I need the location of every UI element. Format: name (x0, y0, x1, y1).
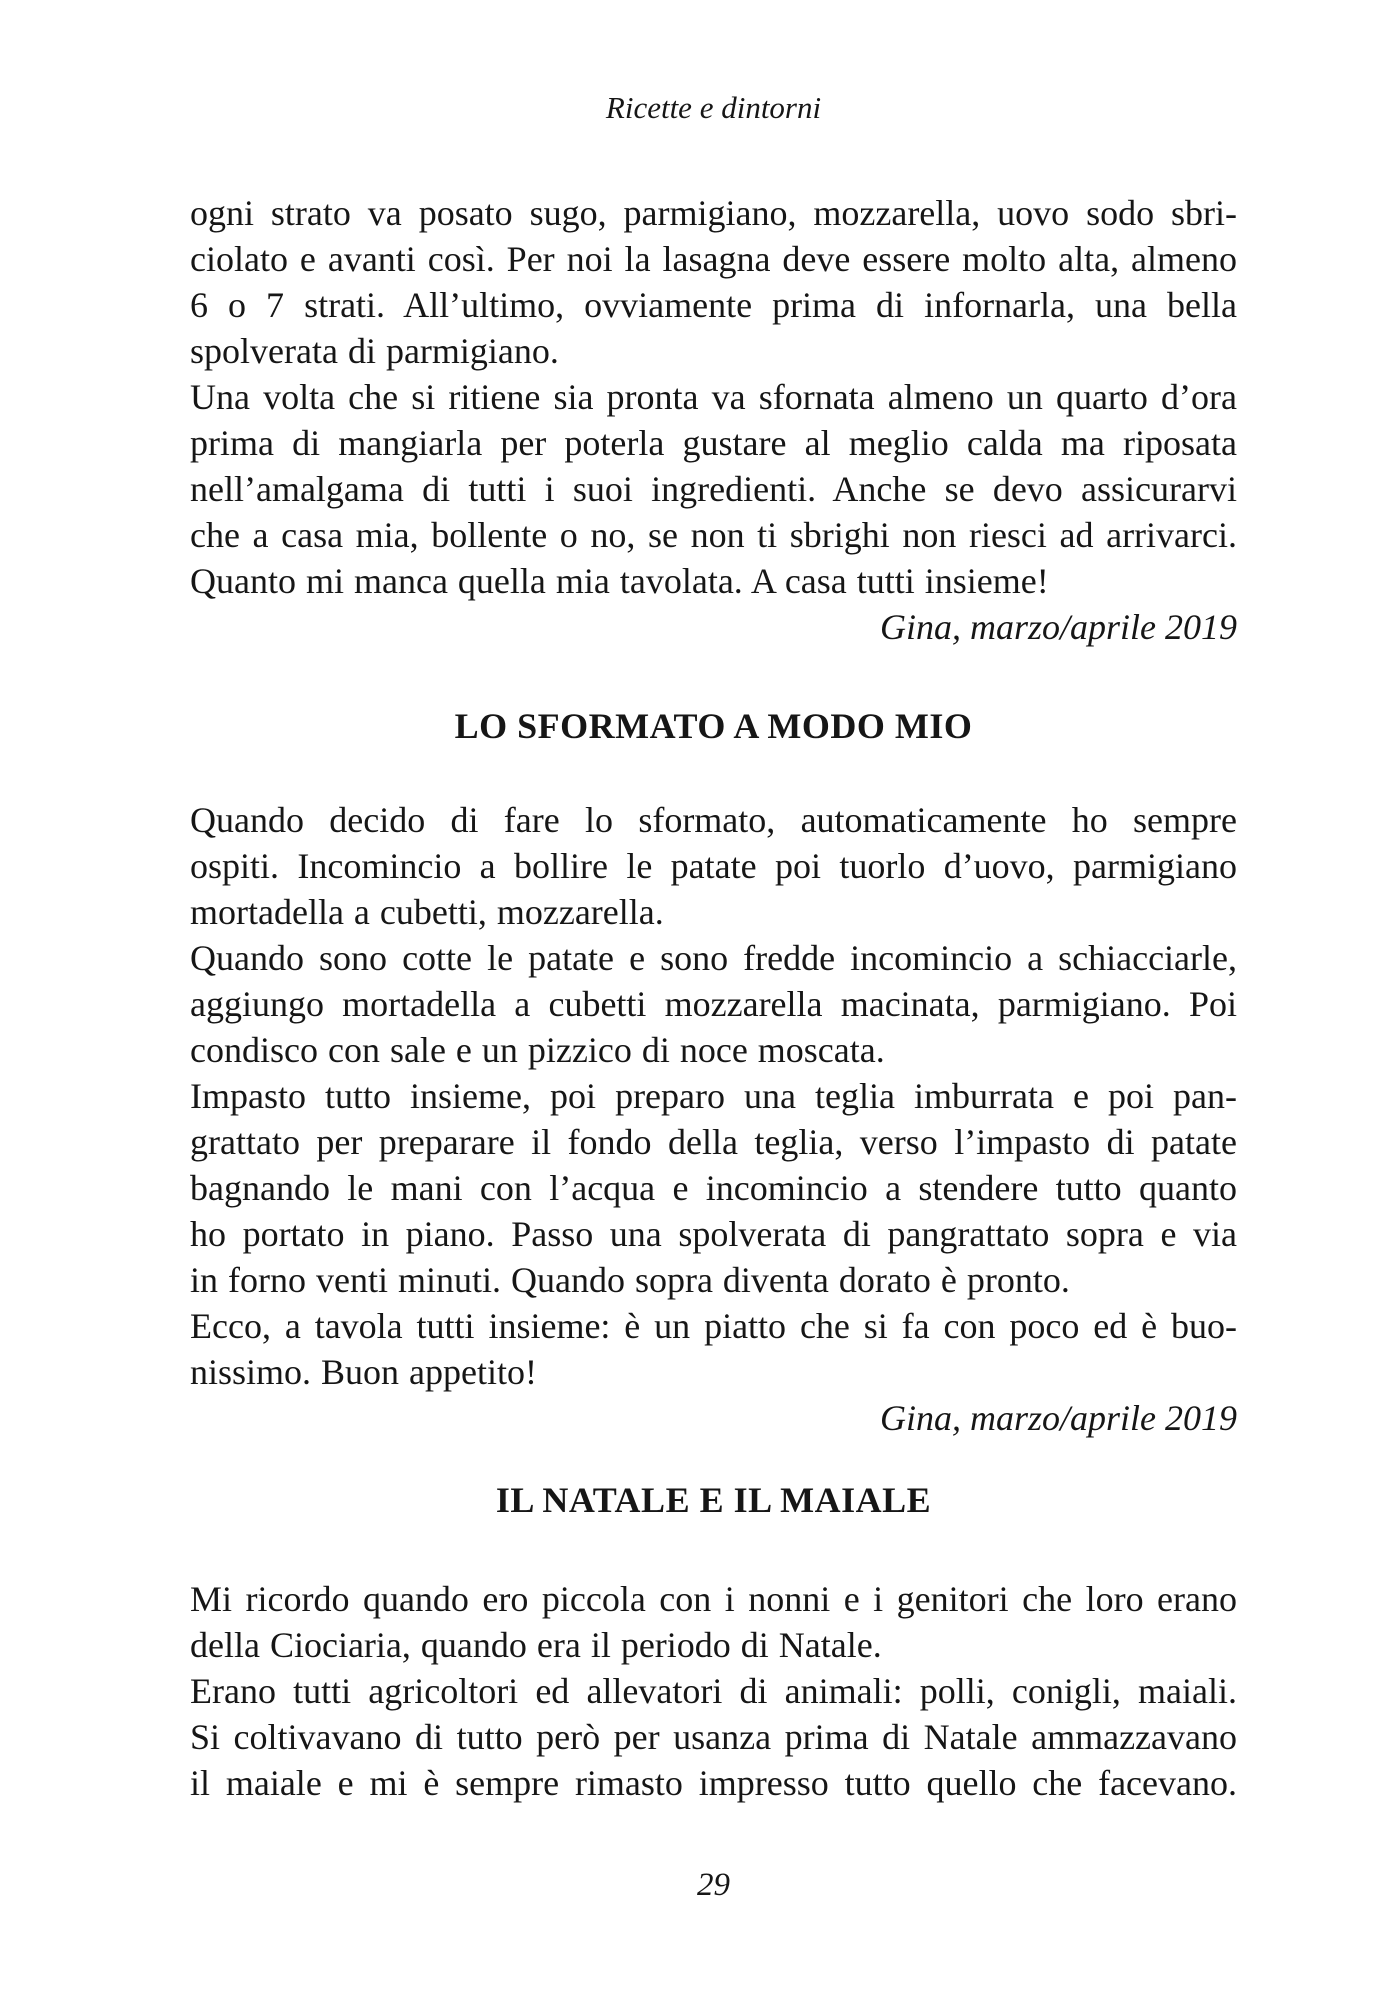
text-line: ogni strato va posato sugo, parmigiano, mozzarella, uovo sodo sbri- (190, 193, 1237, 233)
text-line: in forno venti minuti. Quando sopra diventa dorato è pronto. (190, 1260, 1070, 1300)
text-line: aggiungo mortadella a cubetti mozzarella macinata, parmigiano. Poi (190, 984, 1237, 1024)
text-line: spolverata di parmigiano. (190, 331, 559, 371)
text-line: condisco con sale e un pizzico di noce moscata. (190, 1030, 885, 1070)
text-line: grattato per preparare il fondo della teglia, verso l’impasto di patate (190, 1122, 1237, 1162)
text-line: della Ciociaria, quando era il periodo di Natale. (190, 1625, 882, 1665)
text-line: ciolato e avanti così. Per noi la lasagna deve essere molto alta, almeno (190, 239, 1237, 279)
text-line: bagnando le mani con l’acqua e incomincio a stendere tutto quanto (190, 1168, 1237, 1208)
section-lines (190, 190, 1237, 604)
running-header: Ricette e dintorni (605, 90, 822, 125)
text-line: Quanto mi manca quella mia tavolata. A casa tutti insieme! (190, 561, 1049, 601)
text-line: nell’amalgama di tutti i suoi ingredienti. Anche se devo assicurarvi (190, 469, 1237, 509)
section-lines (190, 797, 1237, 1395)
text-line: Quando sono cotte le patate e sono fredde incomincio a schiacciarle, (190, 938, 1237, 978)
text-line: Ecco, a tavola tutti insieme: è un piatto che si fa con poco ed è buo- (190, 1306, 1237, 1346)
section-sformato (190, 797, 1237, 1441)
text-line: 6 o 7 strati. All’ultimo, ovviamente prima di infornarla, una bella (190, 285, 1237, 325)
text-line: ospiti. Incomincio a bollire le patate poi tuorlo d’uovo, parmigiano (190, 846, 1237, 886)
attribution-signature: Gina, marzo/aprile 2019 (879, 607, 1237, 647)
section-lines (190, 1576, 1237, 1806)
text-line: che a casa mia, bollente o no, se non ti sbrighi non riesci ad arrivarci. (190, 515, 1237, 555)
text-line: nissimo. Buon appetito! (190, 1352, 537, 1392)
attribution-signature: Gina, marzo/aprile 2019 (879, 1398, 1237, 1438)
section-heading-natale: IL NATALE E IL MAIALE (495, 1480, 932, 1520)
text-line: mortadella a cubetti, mozzarella. (190, 892, 664, 932)
text-line: Erano tutti agricoltori ed allevatori di animali: polli, conigli, maiali. (190, 1671, 1237, 1711)
text-line: Si coltivavano di tutto però per usanza prima di Natale ammazzavano (190, 1717, 1237, 1757)
page-number: 29 (697, 1867, 730, 1903)
text-line: Quando decido di fare lo sformato, automaticamente ho sempre (190, 800, 1237, 840)
section-lasagna-continuation (190, 190, 1237, 650)
text-line: il maiale e mi è sempre rimasto impresso tutto quello che facevano. (190, 1763, 1237, 1803)
text-line: ho portato in piano. Passo una spolverata di pangrattato sopra e via (190, 1214, 1237, 1254)
section-natale (190, 1576, 1237, 1806)
text-line: Mi ricordo quando ero piccola con i nonni e i genitori che loro erano (190, 1579, 1237, 1619)
text-line: prima di mangiarla per poterla gustare al meglio calda ma riposata (190, 423, 1237, 463)
text-line: Una volta che si ritiene sia pronta va sfornata almeno un quarto d’ora (190, 377, 1237, 417)
text-line: Impasto tutto insieme, poi preparo una teglia imburrata e poi pan- (190, 1076, 1237, 1116)
section-heading-sformato: LO SFORMATO A MODO MIO (454, 706, 973, 746)
